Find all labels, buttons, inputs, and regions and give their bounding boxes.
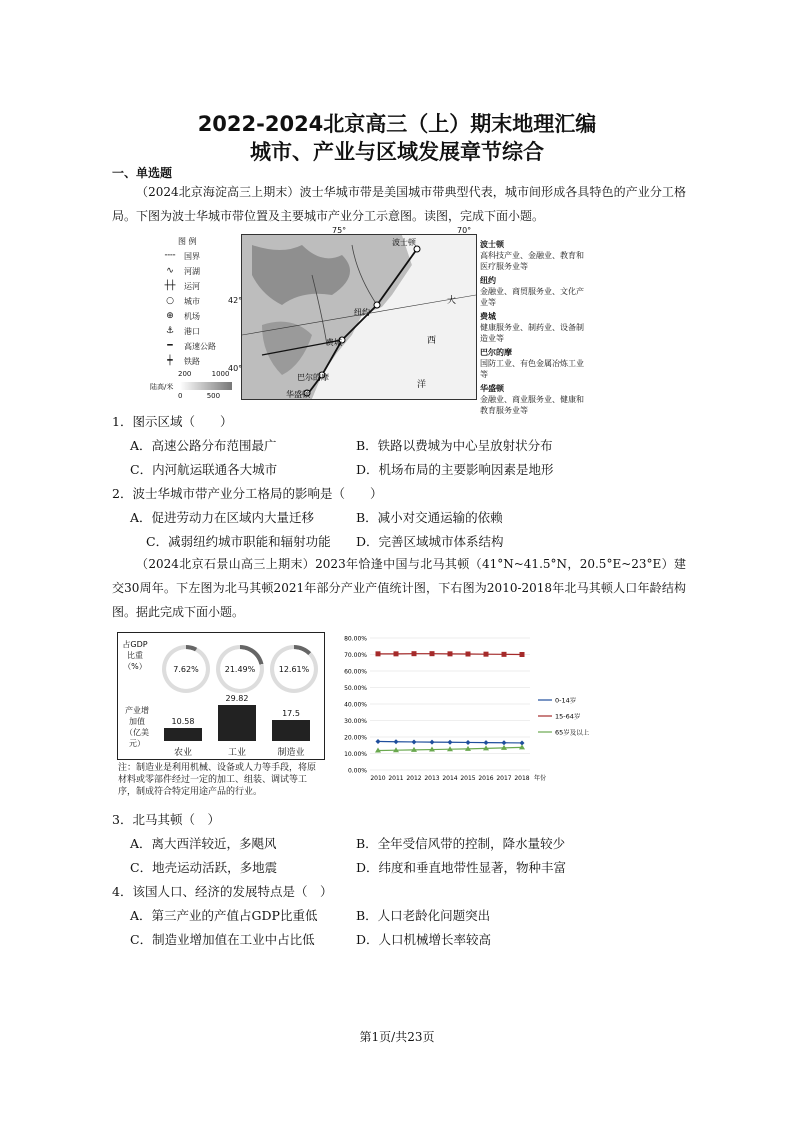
airport-icon: ⊕ bbox=[166, 311, 174, 321]
passage-2: （2024北京石景山高三上期末）2023年恰逢中国与北马其顿（41°N~41.5°N，20.5°E~23°E）建交30周年。下左图为北马其顿2021年部分产业产值统计图，下右图为2010-2018年北马其顿人口年龄结构图。据此完成下面小题。 bbox=[112, 557, 686, 619]
data-point bbox=[520, 652, 525, 657]
ocean-label-2: 西 bbox=[427, 336, 437, 346]
bar-value-label: 17.5 bbox=[282, 708, 300, 718]
note-desc: 高科技产业、金融业、教育和医疗服务业等 bbox=[480, 251, 584, 271]
x-tick-label: 2015 bbox=[460, 775, 476, 782]
note-desc: 金融业、商业服务业、健康和教育服务业等 bbox=[480, 395, 584, 415]
population-age-chart bbox=[330, 630, 630, 790]
page-subtitle: 城市、产业与区域发展章节综合 bbox=[250, 140, 544, 164]
ocean-label-1: 大 bbox=[447, 296, 457, 306]
lat-42-label: 42° bbox=[228, 296, 243, 305]
lon-75-label: 75° bbox=[332, 226, 347, 235]
map-legend bbox=[150, 232, 243, 402]
boswash-map bbox=[241, 234, 477, 400]
q1-option-b[interactable]: B．铁路以费城为中心呈放射状分布 bbox=[356, 438, 553, 453]
boston-label: 波士顿 bbox=[392, 238, 416, 247]
data-point bbox=[466, 740, 471, 745]
q1-option-d[interactable]: D．机场布局的主要影响因素是地形 bbox=[356, 462, 554, 477]
elevation-bar bbox=[180, 382, 232, 390]
note-city: 波士顿 bbox=[480, 240, 504, 249]
data-point bbox=[466, 652, 471, 657]
note-city: 巴尔的摩 bbox=[480, 348, 512, 357]
map-svg bbox=[242, 235, 476, 399]
y-tick-label: 20.00% bbox=[344, 734, 367, 742]
x-tick-label: 2010 bbox=[370, 775, 386, 782]
industry-value-figure bbox=[117, 632, 325, 760]
q4-option-c[interactable]: C．制造业增加值在工业中占比低 bbox=[130, 932, 315, 947]
q2-option-d[interactable]: D．完善区域城市体系结构 bbox=[356, 534, 504, 549]
data-point bbox=[430, 740, 435, 745]
data-point bbox=[484, 740, 489, 745]
line-chart-svg bbox=[330, 630, 630, 790]
canal-icon: ┼┼ bbox=[164, 281, 176, 291]
border-line-icon: ╌╌ bbox=[164, 251, 176, 261]
data-point bbox=[502, 740, 507, 745]
legend-label: 运河 bbox=[184, 281, 200, 291]
lon-70-label: 70° bbox=[457, 226, 472, 235]
page-footer: 第1页/共23页 bbox=[359, 1030, 435, 1044]
page-title: 2022-2024北京高三（上）期末地理汇编 bbox=[197, 112, 597, 136]
y-tick-label: 40.00% bbox=[344, 701, 367, 709]
y-tick-label: 10.00% bbox=[344, 751, 367, 758]
data-point bbox=[394, 651, 399, 656]
value-axis-label: 产业增加值（亿美元） bbox=[125, 706, 149, 748]
category-label: 制造业 bbox=[277, 748, 305, 758]
data-point bbox=[484, 652, 489, 657]
bar-value-label: 29.82 bbox=[225, 694, 249, 703]
elev-tick: 1000 bbox=[211, 370, 230, 378]
y-tick-label: 0.00% bbox=[347, 767, 367, 775]
question-2-stem: 2．波士华城市带产业分工格局的影响是（ ） bbox=[112, 486, 383, 501]
q4-option-d[interactable]: D．人口机械增长率较高 bbox=[356, 932, 492, 947]
gdp-share-axis-label: 占GDP比重（%） bbox=[122, 640, 148, 671]
elevation-label: 陆高/米 bbox=[150, 383, 174, 391]
city-icon: ○ bbox=[166, 296, 174, 306]
data-point bbox=[430, 651, 435, 656]
port-icon: ⚓ bbox=[165, 326, 175, 336]
legend-label: 机场 bbox=[184, 311, 200, 321]
x-tick-label: 2011 bbox=[388, 775, 404, 782]
x-axis-label: 年份 bbox=[534, 775, 547, 782]
note-desc: 健康服务业、制药业、设备制造业等 bbox=[480, 323, 584, 343]
note-city: 费城 bbox=[480, 312, 496, 321]
legend-label: 国界 bbox=[184, 251, 200, 261]
y-tick-label: 80.00% bbox=[344, 635, 367, 643]
bar-agriculture bbox=[164, 728, 202, 741]
passage-1: （2024北京海淀高三上期末）波士华城市带是美国城市带典型代表，城市间形成各具特色的产业分工格局。下图为波士华城市带位置及主要城市产业分工示意图。读图，完成下面小题。 bbox=[112, 185, 686, 223]
x-tick-label: 2017 bbox=[496, 775, 512, 782]
baltimore-label: 巴尔的摩 bbox=[297, 373, 329, 382]
question-3-stem: 3．北马其顿（ ） bbox=[112, 812, 220, 827]
q2-option-a[interactable]: A．促进劳动力在区域内大量迁移 bbox=[130, 510, 315, 525]
legend-label: 65岁及以上 bbox=[555, 728, 590, 737]
legend-label: 铁路 bbox=[184, 356, 200, 366]
river-icon: ∿ bbox=[166, 266, 174, 276]
note-desc: 国防工业、有色金属冶炼工业等 bbox=[480, 359, 584, 379]
highway-icon: ━ bbox=[167, 341, 173, 351]
data-point bbox=[376, 651, 381, 656]
q1-option-c[interactable]: C．内河航运联通各大城市 bbox=[130, 462, 278, 477]
data-point bbox=[448, 651, 453, 656]
legend-label: 城市 bbox=[184, 296, 200, 306]
q1-option-a[interactable]: A．高速公路分布范围最广 bbox=[130, 438, 277, 453]
y-tick-label: 70.00% bbox=[344, 652, 367, 659]
x-tick-label: 2013 bbox=[424, 775, 440, 782]
x-tick-label: 2012 bbox=[406, 775, 422, 782]
y-tick-label: 60.00% bbox=[344, 668, 367, 676]
data-point bbox=[502, 652, 507, 657]
elev-tick: 0 bbox=[178, 392, 183, 400]
x-tick-label: 2014 bbox=[442, 775, 458, 782]
share-value: 21.49% bbox=[224, 664, 256, 674]
q3-option-d[interactable]: D．纬度和垂直地带性显著，物种丰富 bbox=[356, 860, 567, 875]
data-point bbox=[448, 740, 453, 745]
elev-tick: 200 bbox=[178, 370, 192, 378]
data-point bbox=[412, 651, 417, 656]
elev-tick: 500 bbox=[206, 392, 221, 400]
figure-note: 注：制造业是利用机械、设备或人力等手段，将原材料或零部件经过一定的加工、组装、调试等工序，制成符合特定用途产品的行业。 bbox=[118, 763, 317, 797]
q3-option-c[interactable]: C．地壳运动活跃，多地震 bbox=[130, 860, 278, 875]
elevation-scale-bottom bbox=[178, 392, 238, 400]
legend-title: 图 例 bbox=[178, 237, 197, 246]
railway-icon: ┿ bbox=[167, 356, 173, 366]
q3-option-a[interactable]: A．离大西洋较近，多飓风 bbox=[130, 836, 277, 851]
x-tick-label: 2018 bbox=[514, 775, 530, 782]
q4-option-a[interactable]: A．第三产业的产值占GDP比重低 bbox=[130, 908, 318, 923]
category-label: 农业 bbox=[173, 748, 192, 758]
newyork-label: 纽约 bbox=[354, 308, 370, 317]
q2-option-b[interactable]: B．减小对交通运输的依赖 bbox=[356, 510, 503, 525]
section-heading: 一、单选题 bbox=[112, 166, 173, 180]
share-ring-industry bbox=[216, 645, 264, 693]
lat-40-label: 40° bbox=[228, 364, 243, 373]
question-4-stem: 4．该国人口、经济的发展特点是（ ） bbox=[112, 884, 333, 899]
q4-option-b[interactable]: B．人口老龄化问题突出 bbox=[356, 908, 491, 923]
bar-industry bbox=[218, 705, 256, 741]
share-value: 7.62% bbox=[173, 664, 199, 674]
x-tick-label: 2016 bbox=[478, 775, 494, 782]
q2-option-c[interactable]: C．减弱纽约城市职能和辐射功能 bbox=[146, 534, 331, 549]
bar-manufacturing bbox=[272, 720, 310, 741]
legend-label: 15-64岁 bbox=[555, 712, 581, 721]
note-city: 纽约 bbox=[480, 276, 496, 285]
washington-label: 华盛顿 bbox=[286, 390, 310, 399]
map-city-notes bbox=[480, 236, 590, 416]
q3-option-b[interactable]: B．全年受信风带的控制，降水量较少 bbox=[356, 836, 566, 851]
legend-label: 高速公路 bbox=[184, 341, 216, 351]
note-city: 华盛顿 bbox=[480, 384, 504, 393]
data-point bbox=[376, 739, 381, 744]
legend-label: 港口 bbox=[184, 326, 200, 336]
y-tick-label: 50.00% bbox=[344, 685, 367, 692]
data-point bbox=[394, 739, 399, 744]
legend-label: 河湖 bbox=[184, 266, 200, 276]
share-value: 12.61% bbox=[278, 664, 310, 674]
bar-value-label: 10.58 bbox=[171, 717, 195, 727]
legend-label: 0-14岁 bbox=[555, 696, 577, 705]
philly-label: 费城 bbox=[326, 338, 342, 347]
question-1-stem: 1．图示区域（ ） bbox=[112, 414, 233, 429]
share-ring-agriculture bbox=[162, 645, 210, 693]
data-point bbox=[412, 739, 417, 744]
share-ring-manufacturing bbox=[270, 645, 318, 693]
note-desc: 金融业、商贸服务业、文化产业等 bbox=[480, 287, 584, 307]
category-label: 工业 bbox=[227, 748, 246, 758]
ocean-label-3: 洋 bbox=[417, 380, 427, 390]
y-tick-label: 30.00% bbox=[344, 718, 367, 725]
